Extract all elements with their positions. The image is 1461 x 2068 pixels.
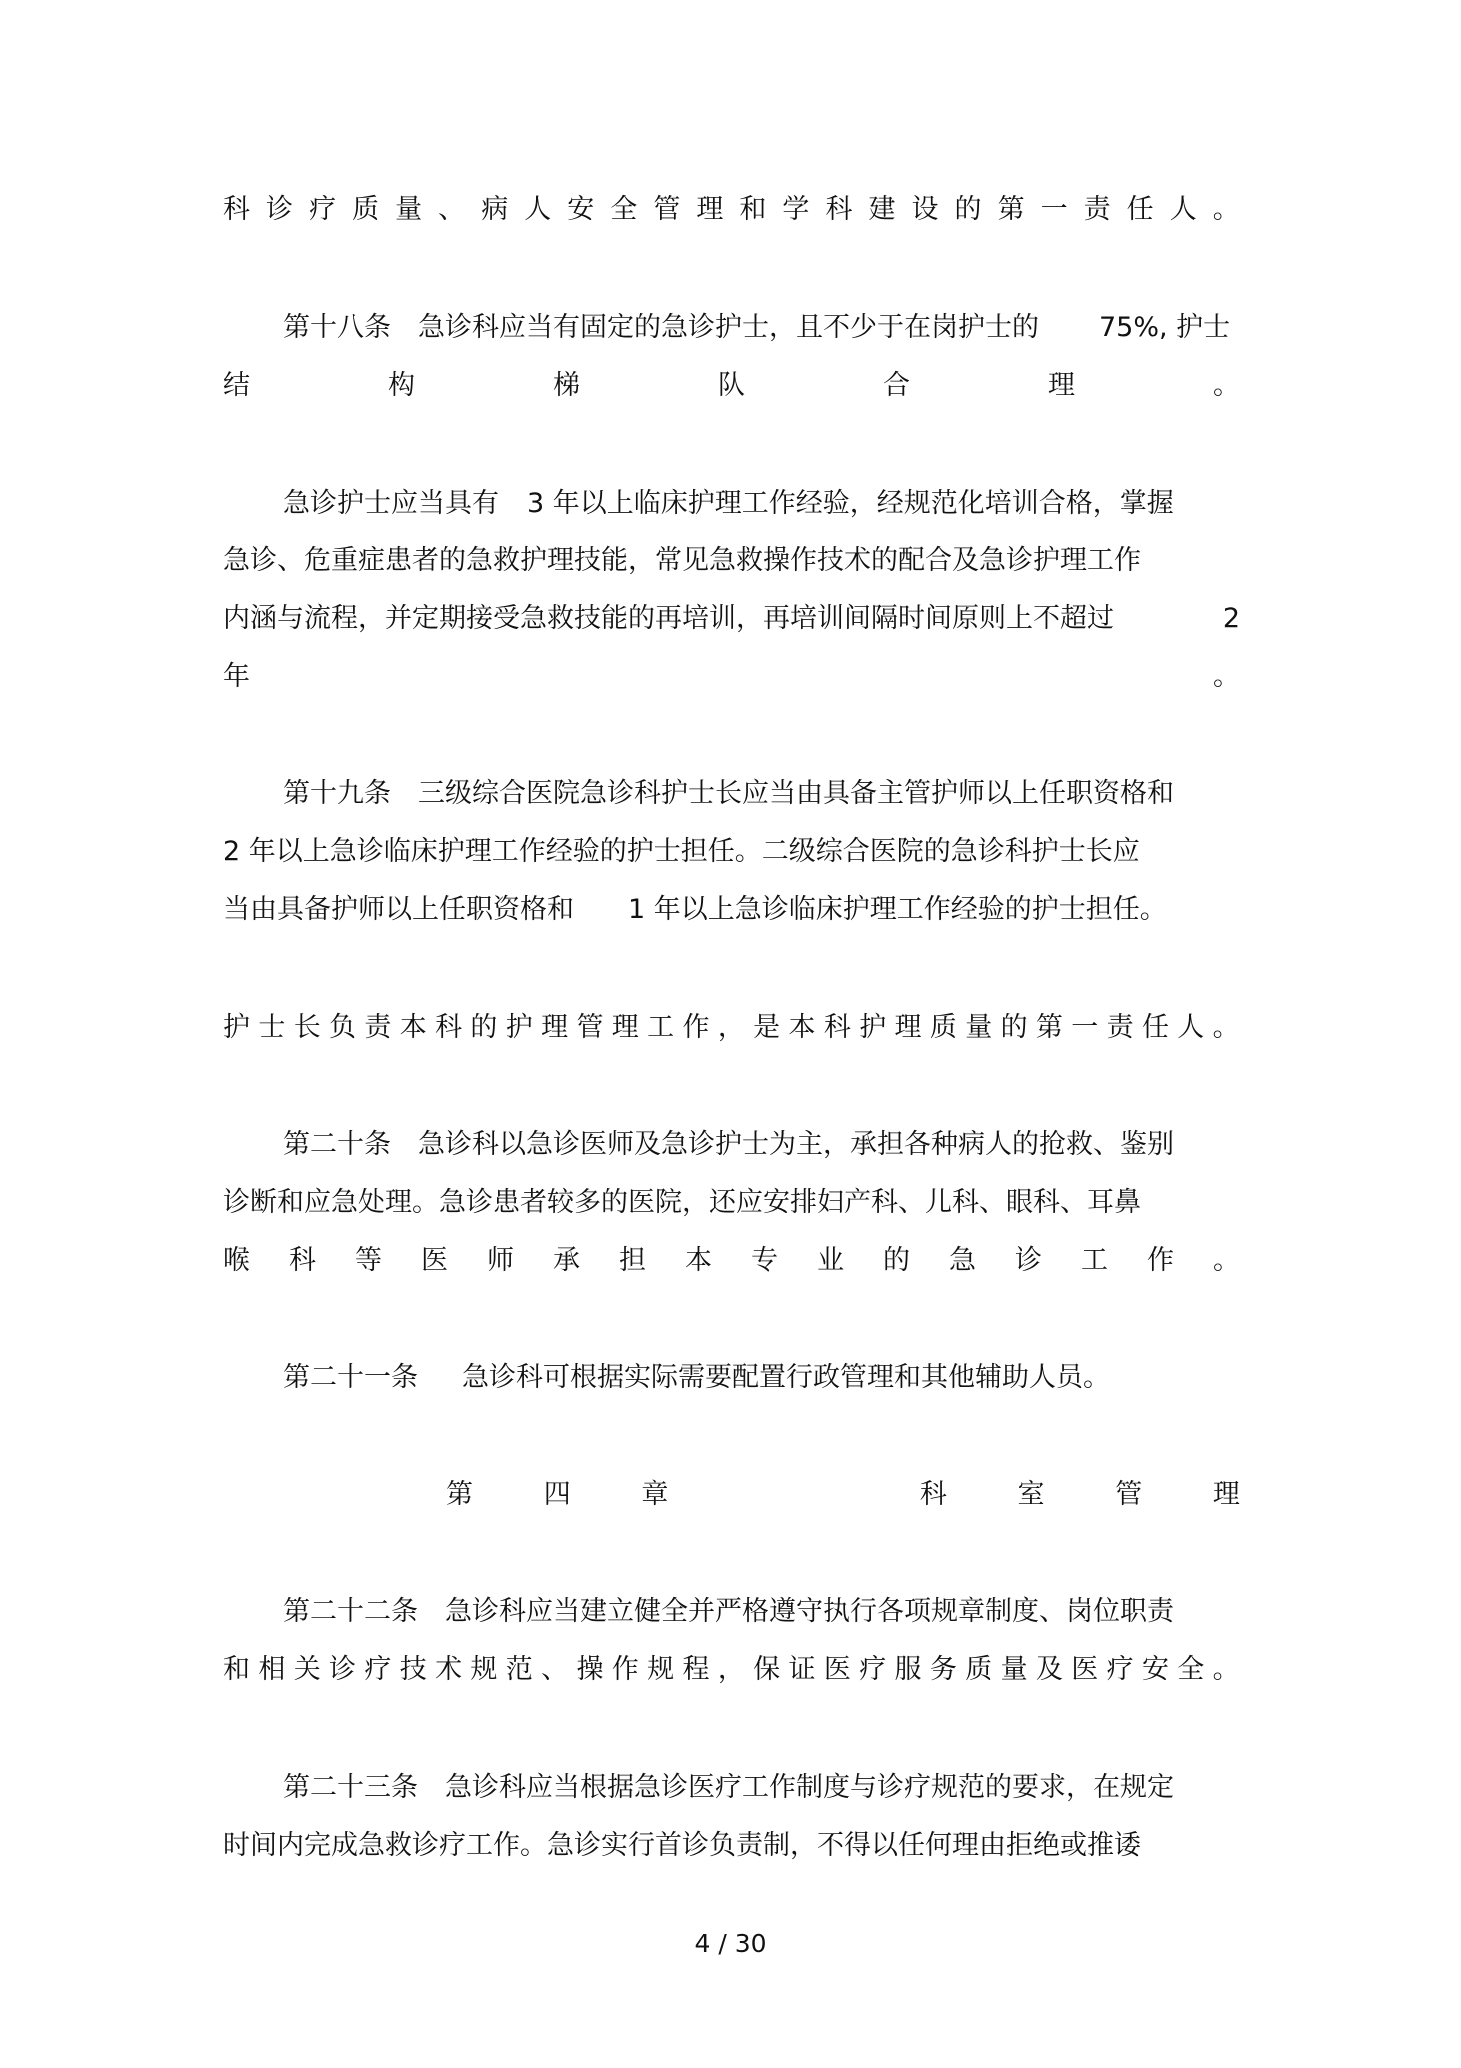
glyph: 、 — [438, 194, 466, 225]
glyph: 管 — [653, 194, 681, 225]
glyph: 量 — [1000, 1654, 1028, 1685]
glyph: 科 — [289, 1245, 316, 1276]
glyph: 管 — [1115, 1479, 1143, 1510]
glyph: 作 — [1147, 1245, 1174, 1276]
article-label: 第十九条 — [283, 778, 391, 809]
glyph: 理 — [1048, 370, 1075, 401]
glyph: 疗 — [309, 194, 337, 225]
page-number: 4 / 30 — [694, 1929, 767, 1958]
glyph: 一 — [1071, 1012, 1099, 1043]
text-span: 内涵与流程，并定期接受急救技能的再培训，再培训间隔时间原则上不超过 — [223, 603, 1114, 634]
glyph: 士 — [258, 1012, 286, 1043]
text-span: 急诊科应当有固定的急诊护士，且不少于在岗护士的 — [418, 312, 1039, 343]
glyph: 的 — [470, 1012, 498, 1043]
glyph: ， — [717, 1654, 745, 1685]
glyph: 安 — [1141, 1654, 1169, 1685]
glyph: 关 — [293, 1654, 321, 1685]
glyph: 量 — [965, 1012, 993, 1043]
text-span: 1 年以上急诊临床护理工作经验的护士担任。 — [628, 894, 1167, 925]
glyph: 室 — [1017, 1479, 1045, 1510]
glyph: 任 — [1141, 1012, 1169, 1043]
glyph: 第 — [446, 1479, 473, 1510]
glyph: 护 — [223, 1012, 250, 1043]
glyph: 诊 — [1015, 1245, 1042, 1276]
glyph: 业 — [817, 1245, 844, 1276]
text-span: 急诊科应当建立健全并严格遵守执行各项规章制度、岗位职责 — [445, 1596, 1174, 1627]
glyph: 证 — [788, 1654, 816, 1685]
article-22-line-1 — [283, 1594, 1174, 1630]
paragraph-line — [223, 892, 1167, 928]
glyph: 安 — [567, 194, 595, 225]
glyph: 责 — [1106, 1012, 1134, 1043]
glyph: 任 — [1126, 194, 1154, 225]
glyph: 设 — [911, 194, 939, 225]
glyph: 服 — [894, 1654, 922, 1685]
glyph: 诊 — [329, 1654, 357, 1685]
glyph: 工 — [647, 1012, 675, 1043]
glyph: 和 — [223, 1654, 250, 1685]
paragraph-line: 时间内完成急救诊疗工作。急诊实行首诊负责制，不得以任何理由拒绝或推诿 — [223, 1830, 1141, 1861]
text-span: 急诊科可根据实际需要配置行政管理和其他辅助人员。 — [462, 1362, 1110, 1393]
glyph: 疗 — [859, 1654, 887, 1685]
glyph: 科 — [823, 1012, 851, 1043]
glyph: 技 — [399, 1654, 427, 1685]
glyph: 本 — [788, 1012, 816, 1043]
paragraph-line — [283, 486, 1174, 522]
text-line-justified — [223, 192, 1240, 228]
glyph: 。 — [1213, 370, 1240, 401]
glyph: 本 — [399, 1012, 427, 1043]
glyph: 专 — [751, 1245, 778, 1276]
glyph: 量 — [395, 194, 423, 225]
text-line-justified — [223, 368, 1240, 404]
glyph: 理 — [1212, 1479, 1240, 1510]
glyph: 第 — [1035, 1012, 1063, 1043]
glyph: 理 — [894, 1012, 922, 1043]
glyph: 操 — [576, 1654, 604, 1685]
text-span: 急诊科应当根据急诊医疗工作制度与诊疗规范的要求，在规定 — [445, 1772, 1174, 1803]
glyph: 、 — [541, 1654, 569, 1685]
glyph: 及 — [1035, 1654, 1063, 1685]
glyph: 责 — [1083, 194, 1111, 225]
article-label: 第二十一条 — [283, 1362, 418, 1393]
glyph: 科 — [825, 194, 853, 225]
glyph: 全 — [1177, 1654, 1205, 1685]
glyph: 承 — [553, 1245, 580, 1276]
text-line-justified — [223, 1243, 1240, 1279]
glyph: 范 — [505, 1654, 533, 1685]
glyph: 规 — [647, 1654, 675, 1685]
glyph: 管 — [576, 1012, 604, 1043]
paragraph-line — [223, 659, 1240, 695]
paragraph-line — [223, 601, 1240, 637]
glyph: 理 — [696, 194, 724, 225]
glyph: 急 — [949, 1245, 976, 1276]
glyph: 医 — [421, 1245, 448, 1276]
text-span: 。 — [1213, 661, 1240, 692]
text-span: 三级综合医院急诊科护士长应当由具备主管护师以上任职资格和 — [418, 778, 1174, 809]
glyph: 。 — [1212, 1012, 1240, 1043]
article-23-line-1 — [283, 1770, 1174, 1806]
glyph: 章 — [641, 1479, 669, 1510]
glyph: 。 — [1213, 1245, 1240, 1276]
glyph: 科 — [223, 194, 250, 225]
chapter-heading — [446, 1477, 1240, 1513]
glyph: 质 — [352, 194, 380, 225]
glyph: 全 — [610, 194, 638, 225]
glyph: 是 — [753, 1012, 781, 1043]
glyph: 本 — [685, 1245, 712, 1276]
glyph: 护 — [505, 1012, 533, 1043]
text-span: 3 年以上临床护理工作经验，经规范化培训合格，掌握 — [527, 488, 1174, 519]
glyph: 学 — [782, 194, 810, 225]
article-label: 第二十三条 — [283, 1772, 418, 1803]
text-line-justified — [223, 1652, 1240, 1688]
glyph: 作 — [682, 1012, 710, 1043]
glyph: 构 — [388, 370, 415, 401]
glyph: 医 — [823, 1654, 851, 1685]
glyph: 。 — [1212, 1654, 1240, 1685]
article-21-line-1 — [283, 1360, 1110, 1396]
glyph: 的 — [883, 1245, 910, 1276]
glyph: 科 — [435, 1012, 463, 1043]
text-span: 年 — [223, 661, 250, 692]
glyph: 人 — [1177, 1012, 1205, 1043]
glyph: 保 — [753, 1654, 781, 1685]
glyph: 科 — [919, 1479, 947, 1510]
glyph: 护 — [859, 1012, 887, 1043]
glyph: ， — [717, 1012, 745, 1043]
glyph: 质 — [929, 1012, 957, 1043]
article-label: 第二十二条 — [283, 1596, 418, 1627]
glyph: 合 — [883, 370, 910, 401]
text-span: 75%, 护士 — [1099, 312, 1231, 343]
glyph: 建 — [868, 194, 896, 225]
glyph: 作 — [611, 1654, 639, 1685]
glyph: 医 — [1071, 1654, 1099, 1685]
glyph: 担 — [619, 1245, 646, 1276]
text-line-justified — [223, 1010, 1240, 1046]
paragraph-line: 2 年以上急诊临床护理工作经验的护士担任。二级综合医院的急诊科护士长应 — [223, 836, 1140, 867]
glyph: 责 — [364, 1012, 392, 1043]
paragraph-line: 急诊、危重症患者的急救护理技能，常见急救操作技术的配合及急诊护理工作 — [223, 545, 1141, 576]
glyph: 的 — [954, 194, 982, 225]
glyph: 队 — [718, 370, 745, 401]
glyph: 梯 — [553, 370, 580, 401]
text-span: 当由具备护师以上任职资格和 — [223, 894, 574, 925]
article-label: 第十八条 — [283, 312, 391, 343]
glyph: 等 — [355, 1245, 382, 1276]
glyph: 人 — [524, 194, 552, 225]
glyph: 喉 — [223, 1245, 250, 1276]
text-span: 2 — [1222, 603, 1240, 634]
glyph: 人 — [1169, 194, 1197, 225]
heading-gap — [739, 1477, 849, 1513]
article-label: 第二十条 — [283, 1129, 391, 1160]
paragraph-line: 诊断和应急处理。急诊患者较多的医院，还应安排妇产科、儿科、眼科、耳鼻 — [223, 1187, 1141, 1218]
glyph: 四 — [543, 1479, 571, 1510]
glyph: 第 — [997, 194, 1025, 225]
glyph: 病 — [481, 194, 509, 225]
article-20-line-1 — [283, 1127, 1174, 1163]
glyph: 相 — [258, 1654, 286, 1685]
glyph: 理 — [541, 1012, 569, 1043]
glyph: 理 — [611, 1012, 639, 1043]
text-span: 急诊科以急诊医师及急诊护士为主，承担各种病人的抢救、鉴别 — [418, 1129, 1174, 1160]
glyph: 工 — [1081, 1245, 1108, 1276]
glyph: 。 — [1212, 194, 1240, 225]
glyph: 疗 — [364, 1654, 392, 1685]
glyph: 结 — [223, 370, 250, 401]
glyph: 长 — [293, 1012, 321, 1043]
glyph: 负 — [329, 1012, 357, 1043]
glyph: 程 — [682, 1654, 710, 1685]
article-19-line-1 — [283, 776, 1174, 812]
glyph: 的 — [1000, 1012, 1028, 1043]
article-18-line-1 — [283, 310, 1230, 346]
glyph: 师 — [487, 1245, 514, 1276]
text-span: 急诊护士应当具有 — [283, 488, 499, 519]
glyph: 务 — [929, 1654, 957, 1685]
glyph: 诊 — [266, 194, 294, 225]
glyph: 一 — [1040, 194, 1068, 225]
glyph: 规 — [470, 1654, 498, 1685]
glyph: 疗 — [1106, 1654, 1134, 1685]
glyph: 术 — [435, 1654, 463, 1685]
glyph: 和 — [739, 194, 767, 225]
glyph: 质 — [965, 1654, 993, 1685]
